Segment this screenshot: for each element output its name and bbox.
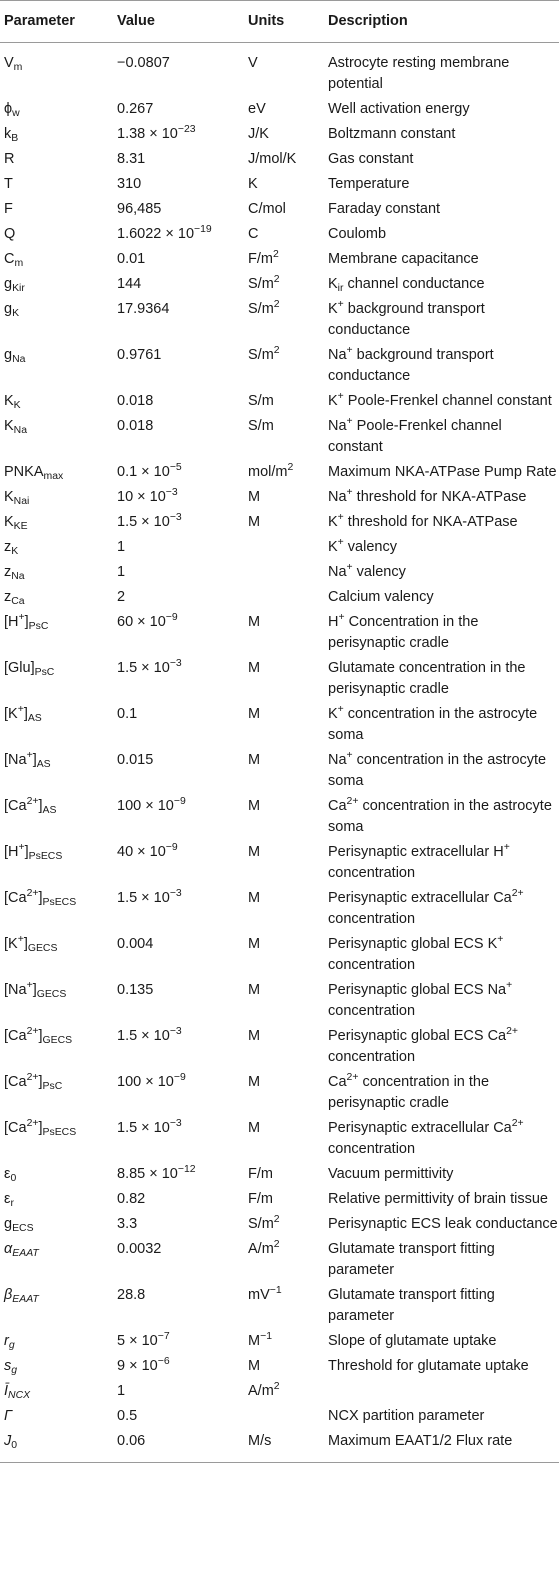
units-cell: M <box>248 798 261 814</box>
table-row <box>0 197 559 222</box>
description-cell: $K_{ir}$ channel conductance <box>328 276 485 294</box>
header-parameter: Parameter <box>0 1 117 43</box>
units-cell <box>248 535 328 560</box>
units-cell: M <box>248 1358 261 1374</box>
units-cell: $A/m^2$ <box>248 1239 280 1257</box>
parameter-cell: $[Ca^{2+}]_{AS}$ <box>4 796 57 816</box>
table-row <box>0 1404 559 1429</box>
units-cell: F/m <box>248 1191 273 1207</box>
value-cell: 0.06 <box>117 1429 248 1463</box>
table-row <box>0 1024 559 1070</box>
description-cell: Temperature <box>328 176 410 192</box>
table-row <box>0 585 559 610</box>
table-row <box>0 886 559 932</box>
units-cell: M <box>248 982 261 998</box>
parameter-cell: $\beta_{EAAT}$ <box>4 1287 39 1305</box>
parameter-cell: $K_K$ <box>4 393 21 411</box>
parameter-cell: $[H^+]_{PsC}$ <box>4 612 49 632</box>
units-cell: eV <box>248 101 266 117</box>
value-cell: 0.9761 <box>117 347 162 363</box>
value-cell: 0.004 <box>117 936 154 952</box>
parameter-cell: $z_{Na}$ <box>4 564 25 582</box>
parameter-cell: $r_g$ <box>4 1333 15 1351</box>
value-cell: $5 \times 10^{-7}$ <box>117 1331 170 1349</box>
description-cell: Maximum NKA-ATPase Pump Rate <box>328 464 557 480</box>
units-cell: $S/m^2$ <box>248 345 280 363</box>
parameter-cell: $g_{ECS}$ <box>4 1216 34 1234</box>
table-row <box>0 460 559 485</box>
table-row <box>0 172 559 197</box>
value-cell: $100 \times 10^{-9}$ <box>117 796 186 814</box>
units-cell: C/mol <box>248 201 286 217</box>
description-cell: $Ca^{2+}$ concentration in the perisynaptic cradle <box>328 1072 490 1111</box>
description-cell: Perisynaptic global ECS $Ca^{2+}$ concentration <box>328 1026 519 1065</box>
value-cell: 28.8 <box>117 1287 146 1303</box>
description-cell: Glutamate concentration in the perisynaptic cradle <box>328 660 526 697</box>
units-cell: $M^{-1}$ <box>248 1331 272 1349</box>
units-cell: M <box>248 844 261 860</box>
value-cell: 0.018 <box>117 418 154 434</box>
header-units: Units <box>248 1 328 43</box>
table-row <box>0 1354 559 1379</box>
parameter-cell: $[Glu]_{PsC}$ <box>4 660 55 678</box>
parameter-cell: $[Na^+]_{GECS}$ <box>4 980 67 1000</box>
value-cell: 0.0032 <box>117 1241 162 1257</box>
parameter-cell: $\varepsilon_0$ <box>4 1166 17 1184</box>
table-row <box>0 247 559 272</box>
description-cell: Perisynaptic extracellular $Ca^{2+}$ concentration <box>328 1118 524 1157</box>
table-row <box>0 748 559 794</box>
description-cell: Coulomb <box>328 226 387 242</box>
units-cell <box>248 1404 328 1429</box>
description-cell: Slope of glutamate uptake <box>328 1333 497 1349</box>
table-row <box>0 840 559 886</box>
parameter-cell: $[Ca^{2+}]_{PsECS}$ <box>4 888 77 908</box>
header-value: Value <box>117 1 248 43</box>
description-cell: Astrocyte resting membrane potential <box>328 55 510 92</box>
parameter-cell: $J_0$ <box>0 1429 117 1463</box>
parameter-cell: $Ī_{NCX}$ <box>4 1383 31 1401</box>
value-cell: $0.1 \times 10^{-5}$ <box>117 462 182 480</box>
table-row <box>0 794 559 840</box>
value-cell: $1.5 \times 10^{-3}$ <box>117 658 182 676</box>
description-cell: Na+ threshold for NKA-ATPase <box>328 487 527 505</box>
units-cell: M <box>248 890 261 906</box>
description-cell: Perisynaptic global ECS Na+ concentration <box>328 980 513 1019</box>
units-cell: F/m <box>248 1166 273 1182</box>
description-cell: Na+ Poole-Frenkel channel constant <box>328 416 502 455</box>
parameter-cell: $V_m$ <box>4 55 23 73</box>
description-cell: Na+ background transport conductance <box>328 345 494 384</box>
value-cell: 17.9364 <box>117 301 170 317</box>
description-cell: Relative permittivity of brain tissue <box>328 1191 548 1207</box>
description-cell: Glutamate transport fitting parameter <box>328 1241 495 1278</box>
units-cell: S/m <box>248 393 274 409</box>
units-cell <box>248 585 328 610</box>
description-cell: Membrane capacitance <box>328 251 479 267</box>
table-row <box>0 560 559 585</box>
table-row <box>0 1116 559 1162</box>
units-cell: $F/m^2$ <box>248 249 279 267</box>
parameter-cell: $k_B$ <box>4 126 19 144</box>
value-cell: $1.6022 \times 10^{-19}$ <box>117 224 212 242</box>
description-cell: K+ concentration in the astrocyte soma <box>328 704 538 743</box>
parameter-cell: $\varepsilon_r$ <box>4 1191 14 1209</box>
units-cell: $S/m^2$ <box>248 1214 280 1232</box>
value-cell: 8.31 <box>117 151 146 167</box>
units-cell: $mV^{-1}$ <box>248 1285 282 1303</box>
table-row <box>0 978 559 1024</box>
description-cell: Vacuum permittivity <box>328 1166 454 1182</box>
description-cell: K+ threshold for NKA-ATPase <box>328 512 518 530</box>
parameter-cell: $z_K$ <box>4 539 19 557</box>
value-cell: $8.85 \times 10^{-12}$ <box>117 1164 196 1182</box>
value-cell: 1 <box>117 564 126 580</box>
parameter-cell: $s_g$ <box>4 1358 18 1376</box>
table-row <box>0 147 559 172</box>
description-cell: Gas constant <box>328 151 414 167</box>
units-cell: M <box>248 752 261 768</box>
table-row <box>0 1162 559 1187</box>
description-cell: $Ca^{2+}$ concentration in the astrocyte soma <box>328 796 552 835</box>
value-cell: 96,485 <box>117 201 162 217</box>
description-cell: K+ background transport conductance <box>328 299 485 338</box>
description-cell: K+ Poole-Frenkel channel constant <box>328 391 552 409</box>
table-header-row <box>0 1 559 43</box>
value-cell: 0.267 <box>117 101 154 117</box>
value-cell: 1 <box>117 1383 126 1399</box>
description-cell <box>328 1379 559 1404</box>
units-cell: M <box>248 1074 261 1090</box>
parameter-cell: $K_{Na}$ <box>4 418 28 436</box>
units-cell: M <box>248 1120 261 1136</box>
parameter-cell: F <box>4 201 13 217</box>
table-row <box>0 535 559 560</box>
table-row <box>0 1070 559 1116</box>
units-cell: $S/m^2$ <box>248 299 280 317</box>
units-cell: M <box>248 514 261 530</box>
value-cell: 0.015 <box>117 752 154 768</box>
table-body <box>0 43 559 1463</box>
value-cell: $1.38 \times 10^{-23}$ <box>117 124 196 142</box>
table-row <box>0 510 559 535</box>
description-cell: Perisynaptic ECS leak conductance <box>328 1216 558 1232</box>
description-cell: Na+ valency <box>328 562 406 580</box>
units-cell: M <box>248 706 261 722</box>
parameter-cell: $K_{Nai}$ <box>4 489 30 507</box>
table-row <box>0 610 559 656</box>
units-cell <box>248 560 328 585</box>
parameter-cell: $[H^+]_{PsECS}$ <box>4 842 63 862</box>
table-row <box>0 272 559 297</box>
table-row <box>0 1237 559 1283</box>
table-row <box>0 297 559 343</box>
description-cell: Boltzmann constant <box>328 126 456 142</box>
parameter-cell: $[K^+]_{AS}$ <box>4 704 42 724</box>
value-cell: $60 \times 10^{-9}$ <box>117 612 178 630</box>
table-row <box>0 1379 559 1404</box>
units-cell: J/mol/K <box>248 151 297 167</box>
units-cell: V <box>248 55 258 71</box>
parameter-cell: $z_{Ca}$ <box>4 589 25 607</box>
value-cell: 0.01 <box>117 251 146 267</box>
description-cell: Na+ concentration in the astrocyte soma <box>328 750 547 789</box>
description-cell: Perisynaptic global ECS K+ concentration <box>328 934 504 973</box>
value-cell: 0.82 <box>117 1191 146 1207</box>
table-row <box>0 1187 559 1212</box>
parameter-cell: $C_m$ <box>4 251 24 269</box>
value-cell: 0.1 <box>117 706 138 722</box>
units-cell: J/K <box>248 126 269 142</box>
units-cell: $S/m^2$ <box>248 274 280 292</box>
description-cell: H+ Concentration in the perisynaptic cradle <box>328 612 479 651</box>
value-cell: 1 <box>117 539 126 555</box>
parameter-cell: $[Ca^{2+}]_{GECS}$ <box>4 1026 73 1046</box>
table-row <box>0 414 559 460</box>
parameter-cell: $[Ca^{2+}]_{PsC}$ <box>4 1072 63 1092</box>
description-cell: Maximum EAAT1/2 Flux rate <box>328 1429 559 1463</box>
parameter-cell: $[Ca^{2+}]_{PsECS}$ <box>4 1118 77 1138</box>
table-row <box>0 122 559 147</box>
parameter-cell: Q <box>4 226 16 242</box>
value-cell: 310 <box>117 176 142 192</box>
units-cell: C <box>248 226 259 242</box>
parameter-cell: $[Na^+]_{AS}$ <box>4 750 51 770</box>
parameter-cell: $\alpha_{EAAT}$ <box>4 1241 39 1259</box>
description-cell: Glutamate transport fitting parameter <box>328 1287 495 1324</box>
value-cell: $10 \times 10^{-3}$ <box>117 487 178 505</box>
units-cell: M/s <box>248 1429 328 1463</box>
description-cell: Well activation energy <box>328 101 470 117</box>
header-description: Description <box>328 1 559 43</box>
parameter-cell: $[K^+]_{GECS}$ <box>4 934 58 954</box>
units-cell: K <box>248 176 258 192</box>
table-row <box>0 656 559 702</box>
value-cell: $1.5 \times 10^{-3}$ <box>117 512 182 530</box>
value-cell: 0.135 <box>117 982 154 998</box>
value-cell: $1.5 \times 10^{-3}$ <box>117 888 182 906</box>
table-row <box>0 1329 559 1354</box>
value-cell: $9 \times 10^{-6}$ <box>117 1356 170 1374</box>
value-cell: 0.5 <box>117 1408 138 1424</box>
description-cell: NCX partition parameter <box>328 1408 485 1424</box>
value-cell: 144 <box>117 276 142 292</box>
units-cell: M <box>248 614 261 630</box>
value-cell: $100 \times 10^{-9}$ <box>117 1072 186 1090</box>
description-cell: Calcium valency <box>328 589 434 605</box>
description-cell: Perisynaptic extracellular H+ concentration <box>328 842 510 881</box>
value-cell: $1.5 \times 10^{-3}$ <box>117 1026 182 1044</box>
description-cell: K+ valency <box>328 537 397 555</box>
parameter-cell: Γ <box>4 1408 13 1424</box>
table-row <box>0 389 559 414</box>
table-row <box>0 1212 559 1237</box>
units-cell: M <box>248 489 261 505</box>
description-cell: Faraday constant <box>328 201 441 217</box>
parameter-cell: $PNKA_{max}$ <box>4 464 64 482</box>
parameter-cell: $g_{Kir}$ <box>4 276 25 294</box>
table-row <box>0 485 559 510</box>
table-row <box>0 1429 559 1463</box>
table-row <box>0 97 559 122</box>
description-cell: Threshold for glutamate uptake <box>328 1358 529 1374</box>
value-cell: 2 <box>117 589 126 605</box>
parameter-cell: $\phi_w$ <box>4 101 20 119</box>
parameter-cell: T <box>4 176 13 192</box>
value-cell: $40 \times 10^{-9}$ <box>117 842 178 860</box>
parameter-cell: $K_{KE}$ <box>4 514 28 532</box>
value-cell: 3.3 <box>117 1216 138 1232</box>
description-cell: Perisynaptic extracellular $Ca^{2+}$ concentration <box>328 888 524 927</box>
value-cell: 0.018 <box>117 393 154 409</box>
parameter-cell: $g_{Na}$ <box>4 347 26 365</box>
units-cell: $A/m^2$ <box>248 1381 280 1399</box>
table-row <box>0 932 559 978</box>
units-cell: M <box>248 660 261 676</box>
table-row <box>0 343 559 389</box>
parameter-cell: R <box>4 151 15 167</box>
table-row <box>0 222 559 247</box>
units-cell: M <box>248 936 261 952</box>
table-row <box>0 43 559 98</box>
table-row <box>0 1283 559 1329</box>
parameter-cell: $g_K$ <box>4 301 20 319</box>
value-cell: −0.0807 <box>117 55 170 71</box>
units-cell: mol/$m^2$ <box>248 462 294 480</box>
table-row <box>0 702 559 748</box>
units-cell: M <box>248 1028 261 1044</box>
value-cell: $1.5 \times 10^{-3}$ <box>117 1118 182 1136</box>
units-cell: S/m <box>248 418 274 434</box>
